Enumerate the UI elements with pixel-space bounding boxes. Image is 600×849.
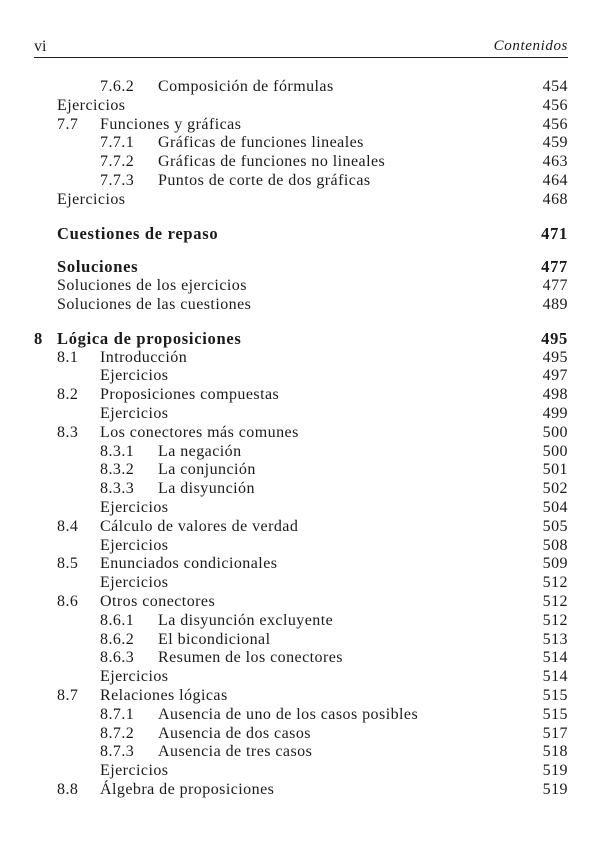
toc-entry[interactable] xyxy=(34,153,568,172)
dot-leader xyxy=(131,191,536,210)
dot-leader xyxy=(174,574,536,593)
dot-leader xyxy=(280,781,536,800)
toc-entry[interactable] xyxy=(34,277,568,296)
toc-entry[interactable] xyxy=(34,480,568,499)
dot-leader xyxy=(257,296,536,315)
entry-page-number: 495 xyxy=(542,348,568,366)
dot-leader xyxy=(377,172,537,191)
toc-entry[interactable] xyxy=(34,706,568,725)
entry-title: Gráficas de funciones lineales xyxy=(158,134,368,153)
entry-title: Ejercicios xyxy=(100,668,172,687)
toc-entry[interactable] xyxy=(34,555,568,574)
entry-number: 8.6.1 xyxy=(100,611,135,629)
entry-number: 7.7.2 xyxy=(100,153,135,171)
entry-title: La disyunción excluyente xyxy=(158,612,337,631)
dot-leader xyxy=(261,480,537,499)
entry-title: Ejercicios xyxy=(100,367,172,386)
toc-entry[interactable] xyxy=(34,191,568,210)
entry-number: 8.6.3 xyxy=(100,649,135,667)
entry-page-number: 463 xyxy=(542,153,568,171)
dot-leader xyxy=(340,78,537,97)
entry-title: La disyunción xyxy=(158,480,259,499)
entry-title: Los conectores más comunes xyxy=(100,424,303,443)
entry-title: Introducción xyxy=(100,349,191,368)
entry-page-number: 515 xyxy=(542,686,568,704)
toc-entry[interactable] xyxy=(34,762,568,781)
entry-page-number: 509 xyxy=(542,555,568,573)
dot-leader xyxy=(305,424,537,443)
entry-page-number: 502 xyxy=(542,480,568,498)
dot-leader xyxy=(317,725,537,744)
toc-entry[interactable] xyxy=(34,367,568,386)
entry-title: Ejercicios xyxy=(100,762,172,781)
toc-entry[interactable] xyxy=(34,612,568,631)
dot-leader xyxy=(193,349,536,368)
toc-chapter-entry[interactable] xyxy=(34,258,568,277)
entry-page-number: 519 xyxy=(542,762,568,780)
dot-leader xyxy=(283,555,536,574)
entry-title: Ejercicios xyxy=(100,537,172,556)
entry-title: Ejercicios xyxy=(57,97,129,116)
entry-number: 7.7.1 xyxy=(100,134,135,152)
entry-title: Ejercicios xyxy=(100,405,172,424)
dot-leader xyxy=(339,612,536,631)
entry-page-number: 464 xyxy=(542,171,568,189)
entry-number: 7.7 xyxy=(57,115,79,133)
toc-entry[interactable] xyxy=(34,574,568,593)
toc-chapter-entry[interactable] xyxy=(34,225,568,244)
dot-leader xyxy=(277,631,537,650)
entry-title: La conjunción xyxy=(158,461,260,480)
toc-entry[interactable] xyxy=(34,593,568,612)
page-number: vi xyxy=(34,38,47,55)
running-header xyxy=(34,38,568,58)
dot-leader xyxy=(174,405,536,424)
entry-page-number: 456 xyxy=(542,115,568,133)
entry-page-number: 477 xyxy=(542,277,568,295)
entry-page-number: 504 xyxy=(542,498,568,516)
dot-leader xyxy=(304,518,536,537)
toc-entry[interactable] xyxy=(34,349,568,368)
dot-leader xyxy=(247,330,535,349)
entry-title: Enunciados condicionales xyxy=(100,555,281,574)
entry-page-number: 500 xyxy=(542,442,568,460)
dot-leader xyxy=(247,116,536,135)
entry-title: Ausencia de tres casos xyxy=(158,743,316,762)
entry-title: Gráficas de funciones no lineales xyxy=(158,153,389,172)
toc-entry[interactable] xyxy=(34,296,568,315)
dot-leader xyxy=(391,153,536,172)
entry-number: 8.7 xyxy=(57,686,79,704)
entry-title: Lógica de proposiciones xyxy=(57,330,245,349)
dot-leader xyxy=(234,687,537,706)
dot-leader xyxy=(144,258,535,277)
entry-page-number: 498 xyxy=(542,386,568,404)
entry-number: 8.8 xyxy=(57,780,79,798)
table-of-contents xyxy=(34,78,568,800)
entry-number: 8.7.1 xyxy=(100,705,135,723)
entry-title: Puntos de corte de dos gráficas xyxy=(158,172,375,191)
entry-page-number: 489 xyxy=(542,295,568,313)
dot-leader xyxy=(424,706,536,725)
dot-leader xyxy=(318,743,536,762)
toc-entry[interactable] xyxy=(34,649,568,668)
entry-number: 8.2 xyxy=(57,386,79,404)
entry-number: 8.3.2 xyxy=(100,461,135,479)
entry-page-number: 519 xyxy=(542,780,568,798)
toc-entry[interactable] xyxy=(34,78,568,97)
toc-entry[interactable] xyxy=(34,725,568,744)
dot-leader xyxy=(349,649,537,668)
entry-title: Funciones y gráficas xyxy=(100,116,245,135)
toc-entry[interactable] xyxy=(34,518,568,537)
dot-leader xyxy=(131,97,536,116)
entry-title: Ejercicios xyxy=(100,574,172,593)
entry-title: Cuestiones de repaso xyxy=(57,225,222,244)
dot-leader xyxy=(224,225,535,244)
entry-page-number: 477 xyxy=(541,257,568,277)
entry-number: 8.3 xyxy=(57,423,79,441)
dot-leader xyxy=(174,762,536,781)
toc-entry[interactable] xyxy=(34,743,568,762)
entry-title: Otros conectores xyxy=(100,593,219,612)
entry-title: La negación xyxy=(158,443,246,462)
entry-number: 8.6 xyxy=(57,592,79,610)
toc-entry[interactable] xyxy=(34,386,568,405)
entry-title: Álgebra de proposiciones xyxy=(100,781,278,800)
entry-page-number: 456 xyxy=(542,96,568,114)
entry-title: Ausencia de uno de los casos posibles xyxy=(158,706,422,725)
entry-title: Resumen de los conectores xyxy=(158,649,347,668)
entry-page-number: 497 xyxy=(542,367,568,385)
entry-number: 8.7.2 xyxy=(100,724,135,742)
entry-page-number: 515 xyxy=(542,705,568,723)
entry-page-number: 517 xyxy=(542,724,568,742)
entry-title: Composición de fórmulas xyxy=(158,78,338,97)
entry-number: 7.7.3 xyxy=(100,171,135,189)
dot-leader xyxy=(262,461,537,480)
entry-number: 8.6.2 xyxy=(100,630,135,648)
entry-page-number: 454 xyxy=(542,78,568,95)
toc-entry[interactable] xyxy=(34,499,568,518)
dot-leader xyxy=(253,277,537,296)
entry-page-number: 518 xyxy=(542,743,568,761)
entry-page-number: 514 xyxy=(542,668,568,686)
entry-page-number: 499 xyxy=(542,404,568,422)
entry-page-number: 508 xyxy=(542,536,568,554)
entry-number: 8 xyxy=(34,328,43,348)
dot-leader xyxy=(370,134,537,153)
toc-entry[interactable] xyxy=(34,781,568,800)
entry-page-number: 505 xyxy=(542,517,568,535)
entry-page-number: 468 xyxy=(542,190,568,208)
dot-leader xyxy=(174,499,536,518)
entry-title: Ausencia de dos casos xyxy=(158,725,315,744)
entry-page-number: 513 xyxy=(542,630,568,648)
toc-entry[interactable] xyxy=(34,97,568,116)
toc-entry[interactable] xyxy=(34,116,568,135)
dot-leader xyxy=(174,668,536,687)
dot-leader xyxy=(221,593,536,612)
entry-page-number: 501 xyxy=(542,461,568,479)
toc-entry[interactable] xyxy=(34,461,568,480)
entry-title: Ejercicios xyxy=(57,191,129,210)
toc-entry[interactable] xyxy=(34,134,568,153)
entry-title: Ejercicios xyxy=(100,499,172,518)
entry-title: Relaciones lógicas xyxy=(100,687,232,706)
dot-leader xyxy=(248,443,537,462)
toc-entry[interactable] xyxy=(34,172,568,191)
entry-title: Soluciones de las cuestiones xyxy=(57,296,255,315)
dot-leader xyxy=(174,537,536,556)
dot-leader xyxy=(174,367,536,386)
toc-entry[interactable] xyxy=(34,443,568,462)
entry-number: 8.7.3 xyxy=(100,743,135,761)
toc-entry[interactable] xyxy=(34,424,568,443)
entry-page-number: 495 xyxy=(541,328,568,348)
dot-leader xyxy=(285,386,536,405)
toc-entry[interactable] xyxy=(34,687,568,706)
entry-title: El bicondicional xyxy=(158,631,275,650)
entry-number: 8.3.1 xyxy=(100,442,135,460)
entry-number: 8.4 xyxy=(57,517,79,535)
entry-title: Proposiciones compuestas xyxy=(100,386,283,405)
entry-number: 8.5 xyxy=(57,555,79,573)
toc-entry[interactable] xyxy=(34,405,568,424)
entry-page-number: 459 xyxy=(542,134,568,152)
entry-page-number: 512 xyxy=(542,574,568,592)
toc-entry[interactable] xyxy=(34,631,568,650)
entry-page-number: 500 xyxy=(542,423,568,441)
entry-page-number: 471 xyxy=(541,223,568,243)
entry-title: Soluciones xyxy=(57,258,142,277)
entry-number: 7.6.2 xyxy=(100,78,135,95)
toc-entry[interactable] xyxy=(34,537,568,556)
entry-number: 8.3.3 xyxy=(100,480,135,498)
running-title: Contenidos xyxy=(493,38,568,54)
entry-page-number: 512 xyxy=(542,611,568,629)
entry-title: Cálculo de valores de verdad xyxy=(100,518,302,537)
toc-entry[interactable] xyxy=(34,668,568,687)
entry-page-number: 514 xyxy=(542,649,568,667)
entry-title: Soluciones de los ejercicios xyxy=(57,277,251,296)
toc-chapter-entry[interactable] xyxy=(34,330,568,349)
entry-number: 8.1 xyxy=(57,348,79,366)
entry-page-number: 512 xyxy=(542,592,568,610)
